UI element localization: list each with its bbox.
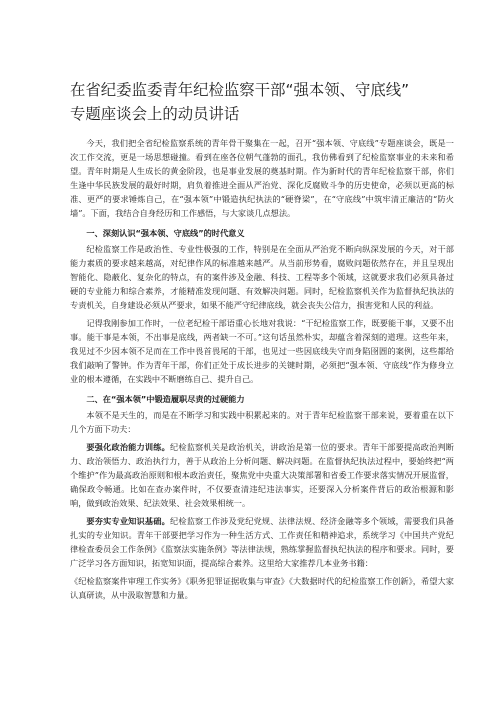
section1-paragraph-1: 纪检监察工作是政治性、专业性极强的工作，特别是在全面从严治党不断向纵深发展的今天，对干部能力素质的要求越来越高，对纪律作风的标准越来越严。从当前形势看，腐败问题依然存在，并且呈现出智能化、隐蔽化、复杂化的特点，有的案件涉及金融、科技、工程等多个领域，这就要求我们必须具备过硬的专业能力和综合素养，才能精准发现问题、有效解决问题。同时，纪检监察机关作为监督执纪执法的专责机关，自身建设必须从严要求，如果不能严守纪律底线，就会丧失公信力，损害党和人民的利益。: [70, 244, 454, 310]
title-line-1: 在省纪委监委青年纪检监察干部“强本领、守底线”: [70, 81, 410, 99]
document-title: [70, 78, 454, 126]
paragraph-lead: 要强化政治能力训练。: [86, 442, 170, 452]
title-line-2: 专题座谈会上的动员讲话: [70, 105, 240, 123]
paragraph-body: 纪检监察机关是政治机关，讲政治是第一位的要求。青年干部要提高政治判断力、政治领悟力、政治执行力，善于从政治上分析问题、解决问题。在监督执纪执法过程中，要始终把“两个维护”作为最高政治原则和根本政治责任，聚焦党中央重大决策部署和省委工作要求落实情况开展监督，确保政令畅通。比如在查办案件时，不仅要查清违纪违法事实，还要深入分析案件背后的政治根源和影响，做到政治效果、纪法效果、社会效果相统一。: [70, 442, 454, 508]
section2-paragraph-1: 本领不是天生的，而是在不断学习和实践中积累起来的。对于青年纪检监察干部来说，要着重在以下几个方面下功夫：: [70, 410, 454, 434]
paragraph-body: 纪检监察工作涉及党纪党规、法律法规、经济金融等多个领域，需要我们具备扎实的专业知识。青年干部要把学习作为一种生活方式、工作责任和精神追求，系统学习《中国共产党纪律检查委员会工作条例》《监察法实施条例》等法律法规，熟练掌握监督执纪执法的程序和要求。同时，要广泛学习各方面知识，拓宽知识面，提高综合素养。这里给大家推荐几本业务书籍：: [70, 516, 454, 568]
section-heading-1: 一、深刻认识“强本领、守底线”的时代意义: [86, 228, 245, 238]
book-list: 《纪检监察案件审理工作实务》《职务犯罪证据收集与审查》《大数据时代的纪检监察工作创新》，希望大家认真研读，从中汲取智慧和力量。: [70, 576, 454, 600]
intro-paragraph: 今天，我们把全省纪检监察系统的青年骨干聚集在一起，召开“强本领、守底线”专题座谈会，既是一次工作交流，更是一场思想碰撞。看到在座各位朝气蓬勃的面孔，我仿佛看到了纪检监察事业的未来和希望。青年时期是人生成长的黄金阶段，也是事业发展的奠基时期。作为新时代的青年纪检监察干部，你们生逢中华民族发展的最好时期，肩负着推进全面从严治党、深化反腐败斗争的历史使命，必须以更高的标准、更严的要求锤炼自己，在“强本领”中锻造执纪执法的“硬脊梁”，在“守底线”中筑牢清正廉洁的“防火墙”。下面，我结合自身经历和工作感悟，与大家谈几点想法。: [70, 138, 454, 218]
paragraph-lead: 要夯实专业知识基础。: [86, 516, 170, 526]
section2-paragraph-3: [70, 514, 454, 570]
section2-paragraph-2: [70, 440, 454, 510]
section-heading-2: 二、在“强本领”中锻造履职尽责的过硬能力: [86, 394, 245, 404]
section1-paragraph-2: 记得我刚参加工作时，一位老纪检干部语重心长地对我说：“干纪检监察工作，既要能干事，又要不出事。能干事是本领，不出事是底线，两者缺一不可。”这句话虽然朴实，却蕴含着深刻的道理。这些年来，我见过不少因本领不足而在工作中畏首畏尾的干部，也见过一些因底线失守而身陷囹圄的案例，这些都给我们敲响了警钟。作为青年干部，你们正处于成长进步的关键时期，必须把“强本领、守底线”作为修身立业的根本遵循，在实践中不断磨练自己、提升自己。: [70, 318, 454, 384]
